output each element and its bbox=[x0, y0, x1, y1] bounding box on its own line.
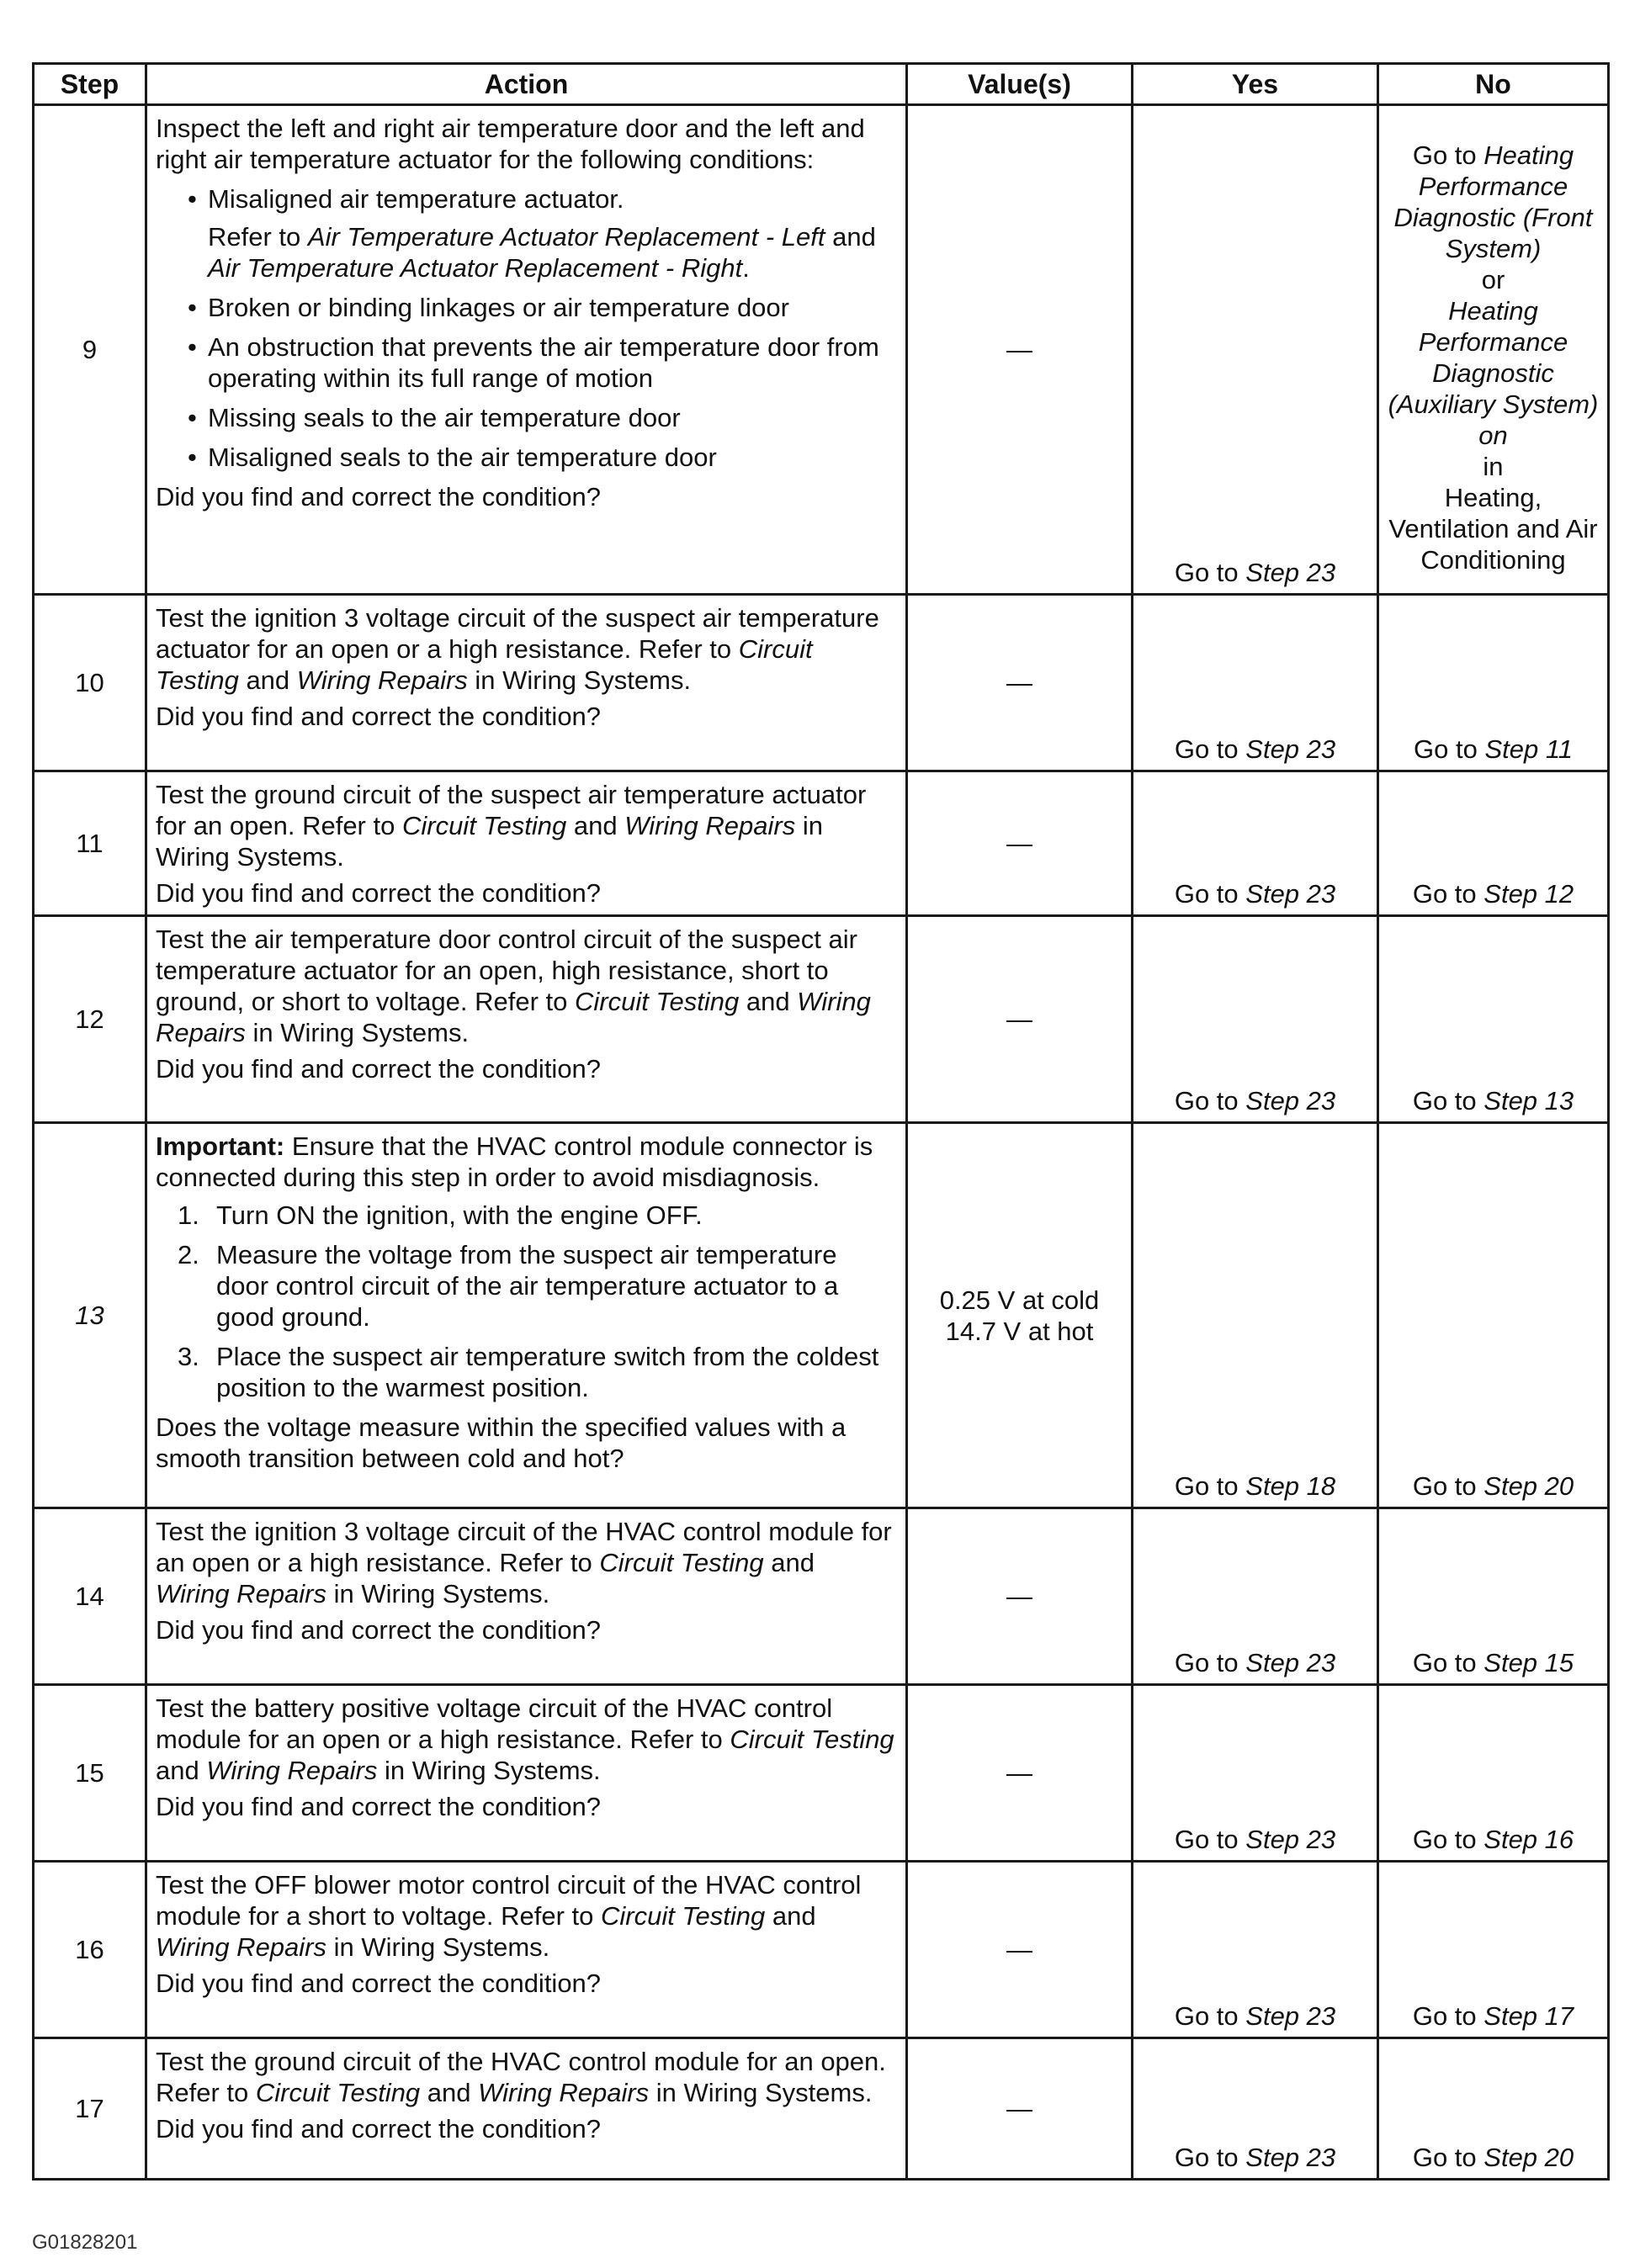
section-text: Heating, Ventilation and Air Conditioning bbox=[1388, 483, 1598, 575]
goto-text: Go to bbox=[1174, 558, 1239, 587]
step-link[interactable]: Step 23 bbox=[1245, 734, 1336, 764]
list-item bbox=[156, 1239, 895, 1333]
action-text: in Wiring Systems. bbox=[252, 1018, 470, 1047]
yes-cell bbox=[1133, 916, 1378, 1123]
step-link[interactable]: Step 12 bbox=[1483, 879, 1574, 909]
bullet-icon: • bbox=[188, 293, 197, 322]
conjunction-text: in bbox=[1483, 452, 1504, 481]
question-text: Did you find and correct the condition? bbox=[156, 878, 602, 908]
action-text: in Wiring Systems. bbox=[333, 1579, 550, 1608]
step-link[interactable]: Step 16 bbox=[1483, 1825, 1574, 1854]
value-cell bbox=[907, 1123, 1133, 1508]
yes-cell bbox=[1133, 105, 1378, 595]
question-text: Does the voltage measure within the specified values with a smooth transition between cold and hot? bbox=[156, 1412, 847, 1473]
action-cell bbox=[146, 1685, 907, 1862]
action-text: Test the air temperature door control circuit of the suspect air temperature actuator for an open, high resistance, short to ground, or short to voltage. Refer to bbox=[156, 925, 857, 1016]
value-cell: — bbox=[907, 1685, 1133, 1862]
goto-text: Go to bbox=[1412, 1648, 1477, 1677]
table-row bbox=[34, 916, 1609, 1123]
reference-link[interactable]: Circuit Testing bbox=[599, 1548, 764, 1577]
reference-link[interactable]: Wiring Repairs bbox=[624, 811, 796, 840]
goto-text: Go to bbox=[1174, 734, 1239, 764]
reference-link[interactable]: Circuit Testing bbox=[401, 811, 567, 840]
no-cell bbox=[1378, 2038, 1609, 2180]
reference-link[interactable]: Wiring Repairs bbox=[156, 1932, 326, 1962]
list-item bbox=[156, 183, 895, 284]
goto-text: Go to bbox=[1174, 1825, 1239, 1854]
step-link[interactable]: Step 23 bbox=[1245, 2143, 1336, 2172]
conjunction-text: and bbox=[427, 2078, 471, 2107]
action-text: in Wiring Systems. bbox=[475, 665, 692, 695]
goto-text: Go to bbox=[1412, 2143, 1477, 2172]
step-link[interactable]: Step 23 bbox=[1245, 879, 1336, 909]
step-number: 17 bbox=[34, 2038, 146, 2180]
bullet-icon: • bbox=[188, 442, 197, 472]
no-cell bbox=[1378, 595, 1609, 771]
figure-id: G01828201 bbox=[32, 2231, 138, 2254]
action-cell bbox=[146, 771, 907, 916]
list-item-text: Measure the voltage from the suspect air temperature door control circuit of the air temperature actuator to a good ground. bbox=[216, 1240, 839, 1332]
refer-text: Refer to bbox=[208, 222, 301, 252]
conjunction-text: and bbox=[772, 1901, 816, 1931]
yes-cell bbox=[1133, 2038, 1378, 2180]
step-link[interactable]: Step 23 bbox=[1245, 1825, 1336, 1854]
procedure-list bbox=[156, 1200, 895, 1403]
action-text: in Wiring Systems. bbox=[156, 811, 823, 872]
step-number: 16 bbox=[34, 1862, 146, 2038]
goto-text: Go to bbox=[1412, 1825, 1477, 1854]
list-number: 3. bbox=[178, 1342, 199, 1371]
bullet-icon: • bbox=[188, 403, 197, 432]
table-row bbox=[34, 2038, 1609, 2180]
header-values: Value(s) bbox=[907, 64, 1133, 105]
reference-link[interactable]: Wiring Repairs bbox=[156, 1579, 326, 1608]
goto-text: Go to bbox=[1174, 2143, 1239, 2172]
reference-link[interactable]: Circuit Testing bbox=[601, 1901, 766, 1931]
value-cell: — bbox=[907, 771, 1133, 916]
yes-cell bbox=[1133, 1508, 1378, 1685]
goto-text: Go to bbox=[1412, 879, 1477, 909]
no-cell bbox=[1378, 1123, 1609, 1508]
value-cell: — bbox=[907, 1508, 1133, 1685]
list-item bbox=[156, 402, 895, 433]
goto-text: Go to bbox=[1174, 2001, 1239, 2031]
action-text: Test the battery positive voltage circuit of the HVAC control module for an open or a high resistance. Refer to bbox=[156, 1693, 833, 1754]
no-cell bbox=[1378, 771, 1609, 916]
question-text: Did you find and correct the condition? bbox=[156, 1615, 602, 1645]
value-cell: — bbox=[907, 2038, 1133, 2180]
conjunction-text: and bbox=[246, 665, 290, 695]
goto-text: Go to bbox=[1412, 1471, 1477, 1501]
conjunction-text: and bbox=[746, 987, 790, 1016]
action-text: in Wiring Systems. bbox=[333, 1932, 550, 1962]
table-header-row bbox=[34, 64, 1609, 105]
reference-link[interactable]: Wiring Repairs bbox=[478, 2078, 650, 2107]
goto-text: Go to bbox=[1174, 1471, 1239, 1501]
action-text: Test the ignition 3 voltage circuit of the HVAC control module for an open or a high resistance. Refer to bbox=[156, 1517, 892, 1577]
question-text: Did you find and correct the condition? bbox=[156, 1054, 602, 1084]
header-no: No bbox=[1378, 64, 1609, 105]
step-link[interactable]: Step 23 bbox=[1245, 1086, 1336, 1115]
question-text: Did you find and correct the condition? bbox=[156, 702, 602, 731]
refer-note: Refer to Air Temperature Actuator Replacement - Left and Air Temperature Actuator Replacement - Right. bbox=[208, 222, 876, 283]
action-cell bbox=[146, 1508, 907, 1685]
step-link[interactable]: Step 23 bbox=[1245, 558, 1336, 587]
value-cell: — bbox=[907, 1862, 1133, 2038]
table-row bbox=[34, 1508, 1609, 1685]
step-link[interactable]: Step 18 bbox=[1245, 1471, 1336, 1501]
yes-cell bbox=[1133, 1123, 1378, 1508]
step-link[interactable]: Step 15 bbox=[1483, 1648, 1574, 1677]
condition-list bbox=[156, 183, 895, 473]
no-cell bbox=[1378, 1508, 1609, 1685]
yes-cell bbox=[1133, 595, 1378, 771]
step-number: 12 bbox=[34, 916, 146, 1123]
action-cell bbox=[146, 2038, 907, 2180]
list-number: 2. bbox=[178, 1240, 199, 1269]
conjunction-text: or bbox=[1481, 265, 1505, 294]
goto-text: Go to bbox=[1412, 140, 1477, 170]
reference-link[interactable]: Circuit Testing bbox=[575, 987, 740, 1016]
reference-link[interactable]: Wiring Repairs bbox=[156, 987, 871, 1047]
yes-cell bbox=[1133, 1862, 1378, 2038]
list-item-text: Place the suspect air temperature switch from the coldest position to the warmest position. bbox=[216, 1342, 879, 1402]
reference-link[interactable]: Air Temperature Actuator Replacement - Right bbox=[208, 253, 743, 283]
reference-link[interactable]: Air Temperature Actuator Replacement - Left bbox=[307, 222, 825, 252]
list-item bbox=[156, 331, 895, 394]
table-row bbox=[34, 1123, 1609, 1508]
step-link[interactable]: Step 11 bbox=[1484, 734, 1574, 764]
no-cell bbox=[1378, 105, 1609, 595]
reference-link[interactable]: Wiring Repairs bbox=[296, 665, 468, 695]
action-text: Inspect the left and right air temperature door and the left and right air temperature actuator for the following conditions: bbox=[156, 114, 865, 174]
table-row bbox=[34, 595, 1609, 771]
action-cell bbox=[146, 1862, 907, 2038]
conjunction-text: and bbox=[832, 222, 876, 252]
step-number: 11 bbox=[34, 771, 146, 916]
question-text: Did you find and correct the condition? bbox=[156, 1792, 602, 1821]
list-item bbox=[156, 1341, 895, 1403]
list-item-text: Missing seals to the air temperature door bbox=[208, 403, 681, 432]
action-text: Test the ground circuit of the HVAC control module for an open. Refer to bbox=[156, 2047, 886, 2107]
conjunction-text: and bbox=[156, 1756, 199, 1785]
yes-cell bbox=[1133, 1685, 1378, 1862]
step-number: 14 bbox=[34, 1508, 146, 1685]
reference-link[interactable]: Heating Performance Diagnostic (Front System) bbox=[1393, 140, 1593, 263]
goto-text: Go to bbox=[1174, 879, 1239, 909]
step-link[interactable]: Step 20 bbox=[1483, 1471, 1574, 1501]
yes-cell bbox=[1133, 771, 1378, 916]
step-number: 10 bbox=[34, 595, 146, 771]
important-label: Important: bbox=[156, 1131, 285, 1161]
question-text: Did you find and correct the condition? bbox=[156, 2114, 602, 2143]
bullet-icon: • bbox=[188, 184, 197, 214]
action-text: in Wiring Systems. bbox=[655, 2078, 873, 2107]
action-cell bbox=[146, 595, 907, 771]
conjunction-text: and bbox=[573, 811, 618, 840]
list-item-text: Misaligned air temperature actuator. bbox=[208, 184, 624, 214]
action-text: Test the OFF blower motor control circuit of the HVAC control module for a short to voltage. Refer to bbox=[156, 1870, 862, 1931]
value-cell: — bbox=[907, 916, 1133, 1123]
action-text: in Wiring Systems. bbox=[384, 1756, 601, 1785]
action-cell bbox=[146, 1123, 907, 1508]
step-number: 15 bbox=[34, 1685, 146, 1862]
step-link[interactable]: Step 13 bbox=[1483, 1086, 1574, 1115]
step-link[interactable]: Step 23 bbox=[1245, 2001, 1336, 2031]
reference-link[interactable]: Circuit Testing bbox=[730, 1725, 894, 1754]
list-item-text: Turn ON the ignition, with the engine OFF. bbox=[216, 1200, 703, 1230]
goto-text: Go to bbox=[1174, 1086, 1239, 1115]
list-number: 1. bbox=[178, 1200, 199, 1230]
action-text: Test the ignition 3 voltage circuit of the suspect air temperature actuator for an open or a high resistance. Refer to bbox=[156, 603, 879, 664]
value-cell: — bbox=[907, 595, 1133, 771]
value-line: 14.7 V at hot bbox=[945, 1316, 1094, 1346]
table-row bbox=[34, 1685, 1609, 1862]
important-text: Ensure that the HVAC control module connector is connected during this step in order to avoid misdiagnosis. bbox=[156, 1131, 873, 1192]
action-cell bbox=[146, 105, 907, 595]
reference-link[interactable]: Circuit Testing bbox=[156, 634, 813, 695]
conjunction-text: and bbox=[771, 1548, 815, 1577]
goto-text: Go to bbox=[1413, 734, 1478, 764]
table-row bbox=[34, 1862, 1609, 2038]
question-text: Did you find and correct the condition? bbox=[156, 1969, 602, 1998]
goto-text: Go to bbox=[1412, 2001, 1477, 2031]
goto-text: Go to bbox=[1174, 1648, 1239, 1677]
header-yes: Yes bbox=[1133, 64, 1378, 105]
question-text: Did you find and correct the condition? bbox=[156, 482, 602, 511]
list-item-text: Broken or binding linkages or air temperature door bbox=[208, 293, 789, 322]
list-item bbox=[156, 442, 895, 473]
action-cell bbox=[146, 916, 907, 1123]
step-link[interactable]: Step 20 bbox=[1483, 2143, 1574, 2172]
list-item bbox=[156, 1200, 895, 1231]
step-link[interactable]: Step 17 bbox=[1483, 2001, 1574, 2031]
reference-link[interactable]: Circuit Testing bbox=[255, 2078, 421, 2107]
list-item-text: Misaligned seals to the air temperature door bbox=[208, 442, 717, 472]
reference-link[interactable]: Heating Performance Diagnostic (Auxiliary System) on bbox=[1388, 296, 1599, 450]
list-item bbox=[156, 292, 895, 323]
step-link[interactable]: Step 23 bbox=[1245, 1648, 1336, 1677]
header-step: Step bbox=[34, 64, 146, 105]
bullet-icon: • bbox=[188, 332, 197, 362]
goto-text: Go to bbox=[1412, 1086, 1477, 1115]
value-cell: — bbox=[907, 105, 1133, 595]
value-line: 0.25 V at cold bbox=[939, 1285, 1100, 1315]
table-row bbox=[34, 105, 1609, 595]
no-cell bbox=[1378, 1862, 1609, 2038]
diagnostic-table bbox=[32, 62, 1610, 2181]
header-action: Action bbox=[146, 64, 907, 105]
table-row bbox=[34, 771, 1609, 916]
list-item-text: An obstruction that prevents the air temperature door from operating within its full range of motion bbox=[208, 332, 879, 393]
no-cell bbox=[1378, 1685, 1609, 1862]
no-cell bbox=[1378, 916, 1609, 1123]
step-number: 13 bbox=[34, 1123, 146, 1508]
reference-link[interactable]: Wiring Repairs bbox=[206, 1756, 378, 1785]
step-number: 9 bbox=[34, 105, 146, 595]
action-text: Test the ground circuit of the suspect air temperature actuator for an open. Refer to bbox=[156, 780, 867, 840]
